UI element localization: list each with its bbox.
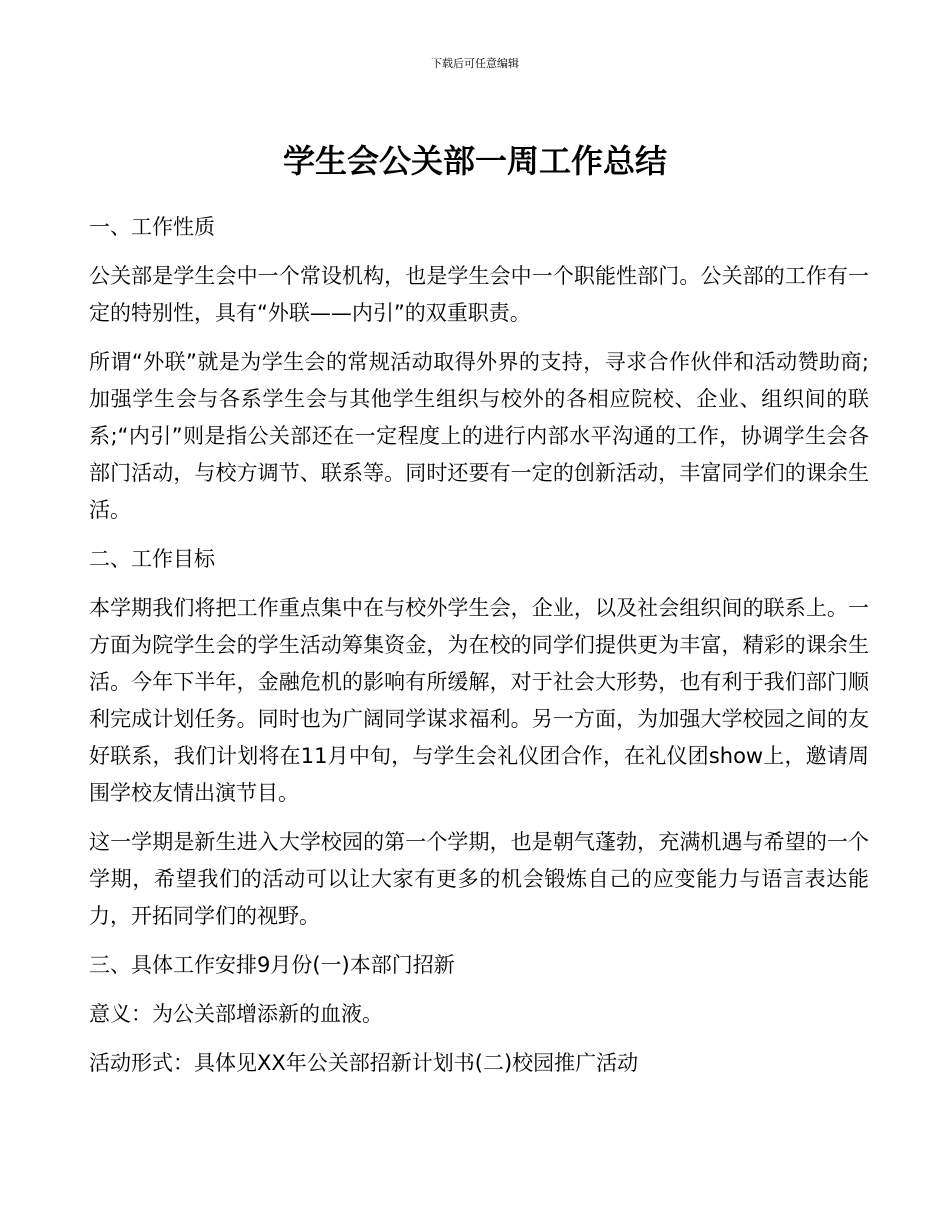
document-title: 学生会公关部一周工作总结: [282, 142, 667, 180]
paragraph-goals-focus: 本学期我们将把工作重点集中在与校外学生会，企业，以及社会组织间的联系上。一方面为院学生会的学生活动筹集资金，为在校的同学们提供更为丰富，精彩的课余生活。今年下半年，金融危机的影响有所缓解，对于社会大形势，也有利于我们部门顺利完成计划任务。同时也为广阔同学谋求福利。另一方面，为加强大学校园之间的友好联系，我们计划将在11月中旬，与学生会礼仪团合作，在礼仪团show上，邀请周围学校友情出演节目。: [89, 596, 869, 805]
section-heading-nature: 一、工作性质: [89, 215, 215, 239]
paragraph-meaning: 意义：为公关部增添新的血液。: [89, 1002, 383, 1026]
paragraph-nature-intro: 公关部是学生会中一个常设机构，也是学生会中一个职能性部门。公关部的工作有一定的特别性，具有“外联——内引”的双重职责。: [89, 264, 869, 325]
section-heading-goals: 二、工作目标: [89, 547, 215, 571]
section-heading-schedule: 三、具体工作安排9月份(一)本部门招新: [89, 953, 455, 977]
header-note: 下载后可任意编辑: [431, 57, 519, 70]
paragraph-goals-semester: 这一学期是新生进入大学校园的第一个学期，也是朝气蓬勃，充满机遇与希望的一个学期，希望我们的活动可以让大家有更多的机会锻炼自己的应变能力与语言表达能力，开拓同学们的视野。: [89, 830, 869, 928]
paragraph-external-internal: 所谓“外联”就是为学生会的常规活动取得外界的支持，寻求合作伙伴和活动赞助商;加强学生会与各系学生会与其他学生组织与校外的各相应院校、企业、组织间的联系;“内引”则是指公关部还在一定程度上的进行内部水平沟通的工作，协调学生会各部门活动，与校方调节、联系等。同时还要有一定的创新活动，丰富同学们的课余生活。: [89, 350, 869, 522]
paragraph-activity-form: 活动形式：具体见XX年公关部招新计划书(二)校园推广活动: [89, 1051, 639, 1075]
document-body: [89, 209, 869, 1094]
